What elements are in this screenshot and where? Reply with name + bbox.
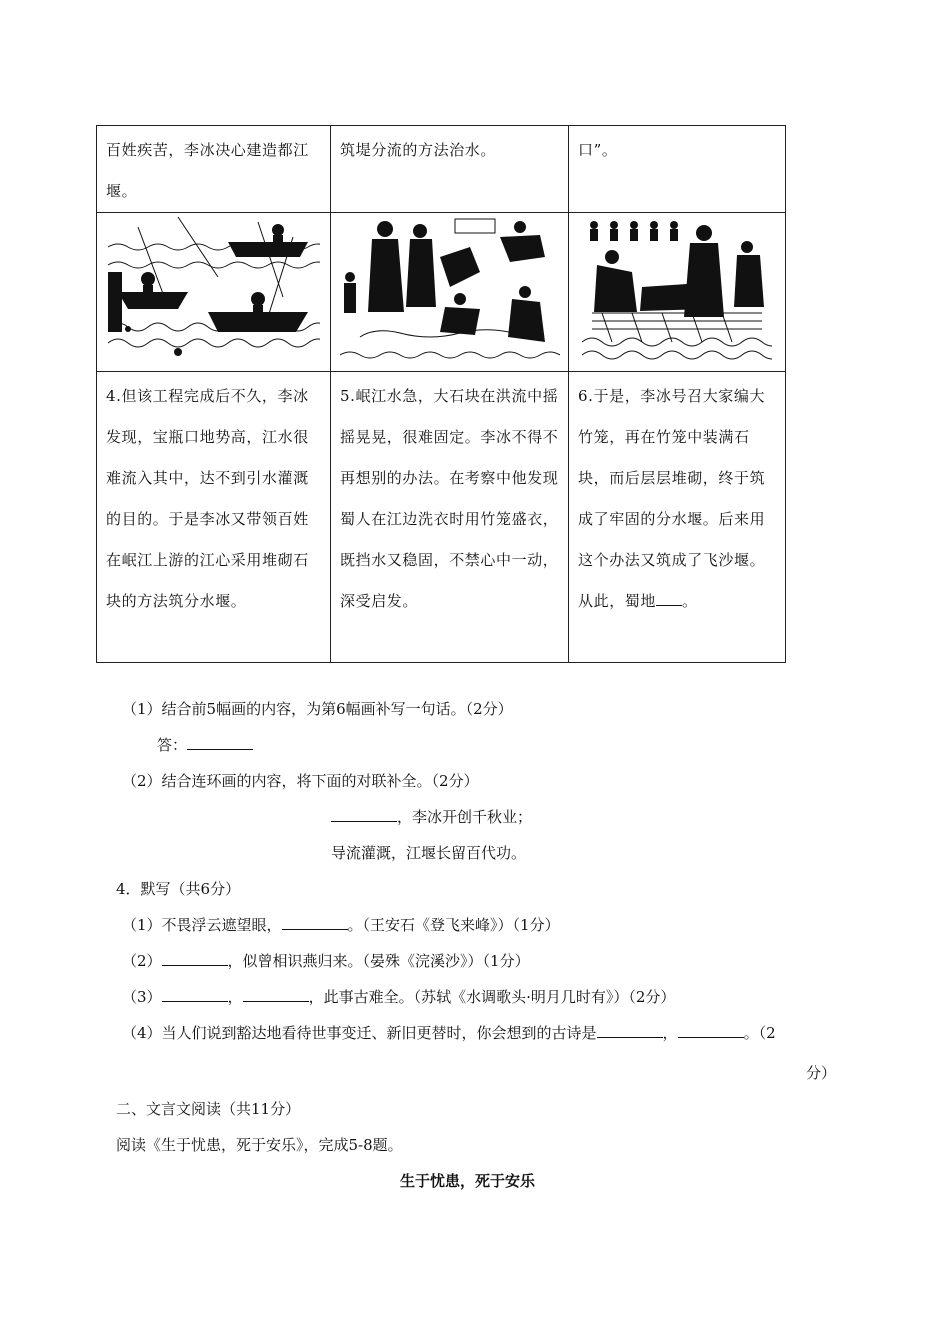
dictation-item-4-score-wrap: 分） [806, 1064, 837, 1082]
comic-text-row-bottom [97, 372, 786, 663]
comic-cell-1: 百姓疾苦，李冰决心建造都江堰。 [97, 126, 331, 213]
comic-cell-2: 筑堤分流的方法治水。 [331, 126, 569, 213]
dictation-blank-4a[interactable] [597, 1023, 663, 1038]
passage-heading: 生于忧患，死于安乐 [400, 1172, 536, 1190]
fill-blank-cell-6[interactable] [656, 591, 682, 606]
comic-picture-cell-5 [331, 213, 569, 372]
dictation-blank-4b[interactable] [678, 1023, 744, 1038]
comic-cell-3: 口”。 [569, 126, 786, 213]
comic-cell-5: 5.岷江水急，大石块在洪流中摇摇晃晃，很难固定。李冰不得不再想别的办法。在考察中他发现蜀人在江边洗衣时用竹笼盛衣，既挡水又稳固，不禁心中一动，深受启发。 [331, 372, 569, 663]
couplet-blank[interactable] [331, 807, 397, 822]
comic-cell-4: 4.但该工程完成后不久，李冰发现，宝瓶口地势高，江水很难流入其中，达不到引水灌溉的目的。于是李冰又带领百姓在岷江上游的江心采用堆砌石块的方法筑分水堰。 [97, 372, 331, 663]
section-4-title: 4．默写（共6分） [116, 880, 241, 898]
dictation-blank-3b[interactable] [243, 987, 309, 1002]
question-2: （2）结合连环画的内容，将下面的对联补全。（2分） [122, 772, 479, 790]
comic-picture-row [97, 213, 786, 372]
couplet-line-2: 导流灌溉，江堰长留百代功。 [331, 844, 527, 862]
comic-picture-cell-4 [97, 213, 331, 372]
comic-picture-cell-6 [569, 213, 786, 372]
comic-text-row-top [97, 126, 786, 213]
section-2-intro: 阅读《生于忧患，死于安乐》，完成5-8题。 [116, 1136, 403, 1154]
answer-blank-q1[interactable] [187, 735, 253, 750]
dictation-item-3: （3） ， ，此事古难全。（苏轼《水调歌头·明月几时有》）（2分） [122, 988, 676, 1006]
illustration-officials-workers [340, 217, 560, 362]
dictation-item-4: （4）当人们说到豁达地看待世事变迁、新旧更替时，你会想到的古诗是 ， 。（2 [122, 1024, 776, 1042]
question-1: （1）结合前5幅画的内容，为第6幅画补写一句话。（2分） [122, 700, 513, 718]
dictation-item-2: （2） ，似曾相识燕归来。（晏殊《浣溪沙》）（1分） [122, 952, 530, 970]
dictation-blank-2[interactable] [162, 951, 228, 966]
comic-cell-6: 6.于是，李冰号召大家编大竹笼，再在竹笼中装满石块，而后层层堆砌，终于筑成了牢固的分水堰。后来用这个办法又筑成了飞沙堰。从此，蜀地 。 [569, 372, 786, 663]
illustration-bamboo-cages [582, 217, 772, 362]
question-1-answer: 答： [157, 734, 253, 755]
dictation-item-1: （1）不畏浮云遮望眼， 。（王安石《登飞来峰》）（1分） [122, 916, 560, 934]
section-2-title: 二、文言文阅读（共11分） [116, 1100, 301, 1118]
illustration-boats-river [108, 217, 320, 362]
comic-strip-table [96, 125, 786, 663]
dictation-blank-1[interactable] [282, 915, 348, 930]
dictation-blank-3a[interactable] [162, 987, 228, 1002]
couplet-line-1: ，李冰开创千秋业； [331, 806, 532, 827]
